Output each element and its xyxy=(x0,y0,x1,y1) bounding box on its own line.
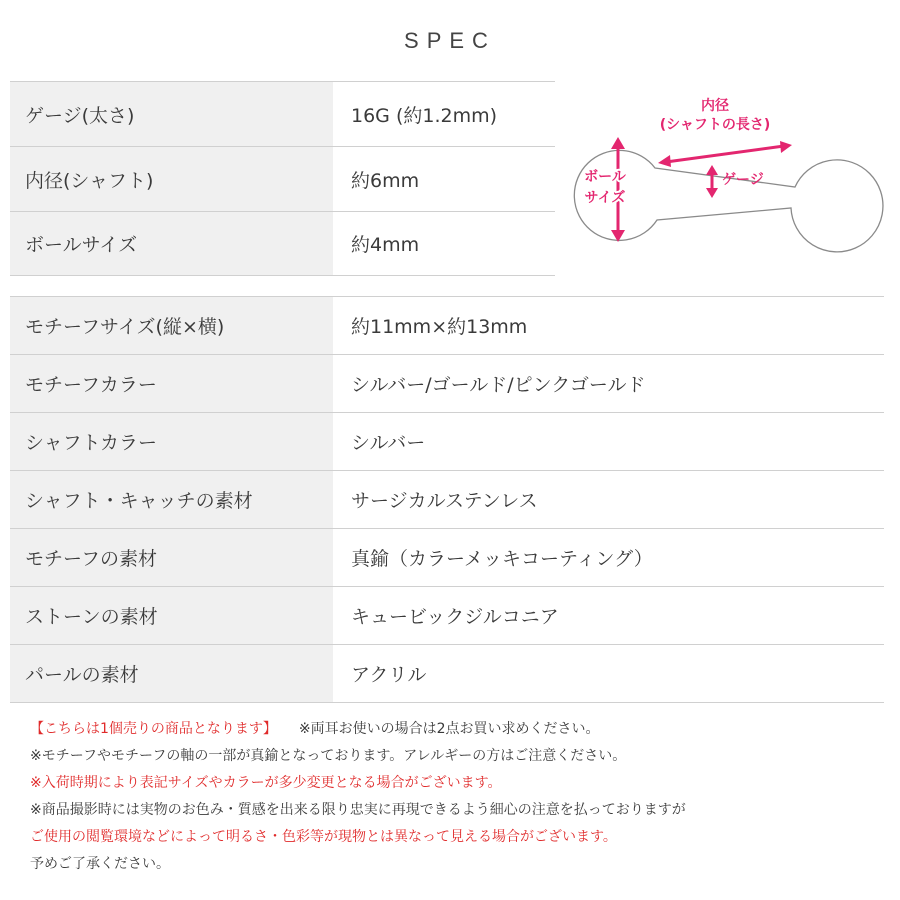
row-label: ゲージ(太さ) xyxy=(10,82,333,146)
notes-section xyxy=(30,716,890,878)
row-value: 約6mm xyxy=(333,147,555,211)
pair-purchase-note: ※両耳お使いの場合は2点お買い求めください。 xyxy=(298,721,600,737)
inner-diameter-label: 内径 xyxy=(701,98,729,114)
brass-allergy-note: ※モチーフやモチーフの軸の一部が真鍮となっております。アレルギーの方はご注意ください。 xyxy=(30,748,627,764)
row-label: モチーフの素材 xyxy=(10,529,333,586)
ball-size-label: ボール xyxy=(584,169,626,185)
table-row xyxy=(10,355,884,413)
spec-table-detail xyxy=(10,296,884,703)
row-value: 約11mm×約13mm xyxy=(333,297,884,354)
row-value: サージカルステンレス xyxy=(333,471,884,528)
row-value: キュービックジルコニア xyxy=(333,587,884,644)
row-label: パールの素材 xyxy=(10,645,333,702)
row-value: 約4mm xyxy=(333,212,555,275)
barbell-size-diagram xyxy=(560,90,890,255)
ball-size-sublabel: サイズ xyxy=(584,190,626,206)
table-row xyxy=(10,471,884,529)
display-environment-note: ご使用の閲覧環境などによって明るさ・色彩等が現物とは異なって見える場合がございます。 xyxy=(30,829,617,845)
table-row xyxy=(10,413,884,471)
acknowledge-note: 予めご了承ください。 xyxy=(30,856,170,872)
row-value: 真鍮（カラーメッキコーティング） xyxy=(333,529,884,586)
note-line xyxy=(30,716,890,743)
row-label: モチーフカラー xyxy=(10,355,333,412)
spec-change-note: ※入荷時期により表記サイズやカラーが多少変更となる場合がございます。 xyxy=(30,775,502,791)
table-row xyxy=(10,147,555,212)
gauge-label: ゲージ xyxy=(722,172,764,188)
row-value: アクリル xyxy=(333,645,884,702)
row-value: シルバー/ゴールド/ピンクゴールド xyxy=(333,355,884,412)
row-label: モチーフサイズ(縦×横) xyxy=(10,297,333,354)
table-row xyxy=(10,212,555,276)
spec-table-basic xyxy=(10,81,555,276)
row-label: 内径(シャフト) xyxy=(10,147,333,211)
row-label: ボールサイズ xyxy=(10,212,333,275)
page-title: SPEC xyxy=(404,28,496,53)
table-row xyxy=(10,297,884,355)
row-label: シャフト・キャッチの素材 xyxy=(10,471,333,528)
row-label: ストーンの素材 xyxy=(10,587,333,644)
row-value: 16G (約1.2mm) xyxy=(333,82,555,146)
row-value: シルバー xyxy=(333,413,884,470)
inner-diameter-arrow xyxy=(658,141,792,167)
single-item-notice: 【こちらは1個売りの商品となります】 xyxy=(30,721,277,737)
table-row xyxy=(10,529,884,587)
table-row xyxy=(10,82,555,147)
photo-color-note: ※商品撮影時には実物のお色み・質感を出来る限り忠実に再現できるよう細心の注意を払っておりますが xyxy=(30,802,686,818)
inner-diameter-sublabel: (シャフトの長さ) xyxy=(659,117,771,133)
row-label: シャフトカラー xyxy=(10,413,333,470)
table-row xyxy=(10,645,884,703)
table-row xyxy=(10,587,884,645)
